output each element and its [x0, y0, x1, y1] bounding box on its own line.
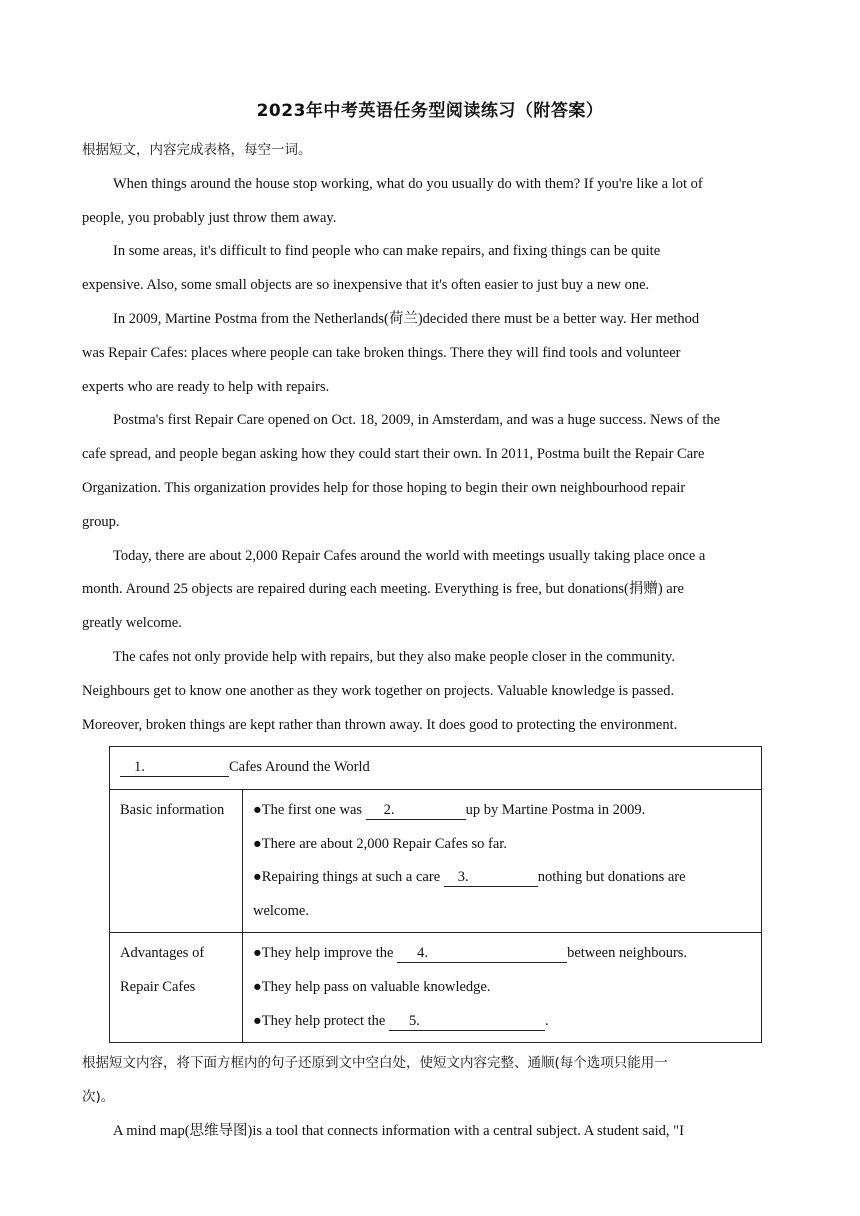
passage-line: greatly welcome.: [82, 615, 182, 632]
blank-5[interactable]: 5.: [389, 1012, 545, 1031]
passage-line: The cafes not only provide help with repairs, but they also make people closer in the community.: [113, 648, 675, 665]
blank-4[interactable]: 4.: [397, 944, 567, 963]
passage-line: In some areas, it's difficult to find people who can make repairs, and fixing things can be quite: [113, 243, 661, 260]
basic-line1-post: up by Martine Postma in 2009.: [465, 801, 646, 818]
blank-2[interactable]: 2.: [366, 801, 466, 820]
document-body: [82, 134, 780, 1148]
adv-line3-pre: ●They help protect the: [253, 1012, 386, 1029]
advantages-label-cell: [110, 933, 243, 1043]
passage-line: group.: [82, 513, 120, 530]
passage-line: cafe spread, and people began asking how they could start their own. In 2011, Postma built the Repair Care: [82, 446, 705, 463]
advantages-label-1: Advantages of: [120, 945, 205, 962]
section1-instruction: 根据短文，内容完成表格，每空一词。: [82, 142, 312, 158]
table-header-row: [110, 747, 762, 790]
passage-line: Moreover, broken things are kept rather than thrown away. It does good to protecting the environment.: [82, 716, 678, 733]
blank-3[interactable]: 3.: [444, 868, 538, 887]
basic-line3-post: nothing but donations are: [537, 869, 686, 886]
passage-line: When things around the house stop working, what do you usually do with them? If you're like a lot of: [113, 175, 703, 192]
section2-instruction-line2: 次)。: [82, 1088, 115, 1105]
passage-line: Organization. This organization provides help for those hoping to begin their own neighbourhood repair: [82, 479, 686, 496]
passage-line: Postma's first Repair Care opened on Oct. 18, 2009, in Amsterdam, and was a huge success. News of the: [113, 412, 721, 429]
passage-line: Today, there are about 2,000 Repair Cafes around the world with meetings usually taking place once a: [113, 547, 706, 564]
passage-line: experts who are ready to help with repairs.: [82, 378, 330, 395]
passage-line: month. Around 25 objects are repaired during each meeting. Everything is free, but donations(捐赠) are: [82, 581, 684, 598]
passage: [82, 168, 780, 743]
adv-line2: ●They help pass on valuable knowledge.: [253, 978, 491, 995]
passage-line: In 2009, Martine Postma from the Netherlands(荷兰)decided there must be a better way. Her method: [113, 310, 700, 327]
basic-line4: welcome.: [253, 902, 309, 919]
table-header-cell: [110, 747, 762, 790]
passage-line: was Repair Cafes: places where people can take broken things. There they will find tools and volunteer: [82, 344, 681, 361]
page-title: 2023年中考英语任务型阅读练习（附答案）: [256, 101, 604, 121]
table-header-text: Cafes Around the World: [229, 759, 370, 776]
adv-line1-post: between neighbours.: [567, 945, 688, 962]
basic-info-label: Basic information: [120, 801, 225, 818]
table-row-basic: [110, 789, 762, 932]
section2-instruction-line1: 根据短文内容，将下面方框内的句子还原到文中空白处，使短文内容完整、通顺(每个选项只能用一: [82, 1055, 668, 1072]
basic-line1-pre: ●The first one was: [253, 801, 363, 818]
basic-line3-pre: ●Repairing things at such a care: [253, 869, 441, 886]
basic-info-content-cell: [243, 789, 762, 932]
adv-line1-pre: ●They help improve the: [253, 945, 394, 962]
passage-line: Neighbours get to know one another as they work together on projects. Valuable knowledge is passed.: [82, 682, 675, 699]
table-row-advantages: [110, 933, 762, 1043]
basic-info-label-cell: [110, 789, 243, 932]
passage-line: expensive. Also, some small objects are so inexpensive that it's often easier to just buy a new one.: [82, 277, 650, 294]
advantages-content-cell: [243, 933, 762, 1043]
adv-line3-post: .: [545, 1012, 549, 1029]
section2-first-line: A mind map(思维导图)is a tool that connects information with a central subject. A student said, "I: [113, 1122, 684, 1139]
basic-line2: ●There are about 2,000 Repair Cafes so far.: [253, 835, 507, 852]
blank-1[interactable]: 1.: [120, 758, 229, 777]
answer-table: [109, 746, 762, 1043]
passage-line: people, you probably just throw them away.: [82, 209, 337, 226]
advantages-label-2: Repair Cafes: [120, 978, 196, 995]
